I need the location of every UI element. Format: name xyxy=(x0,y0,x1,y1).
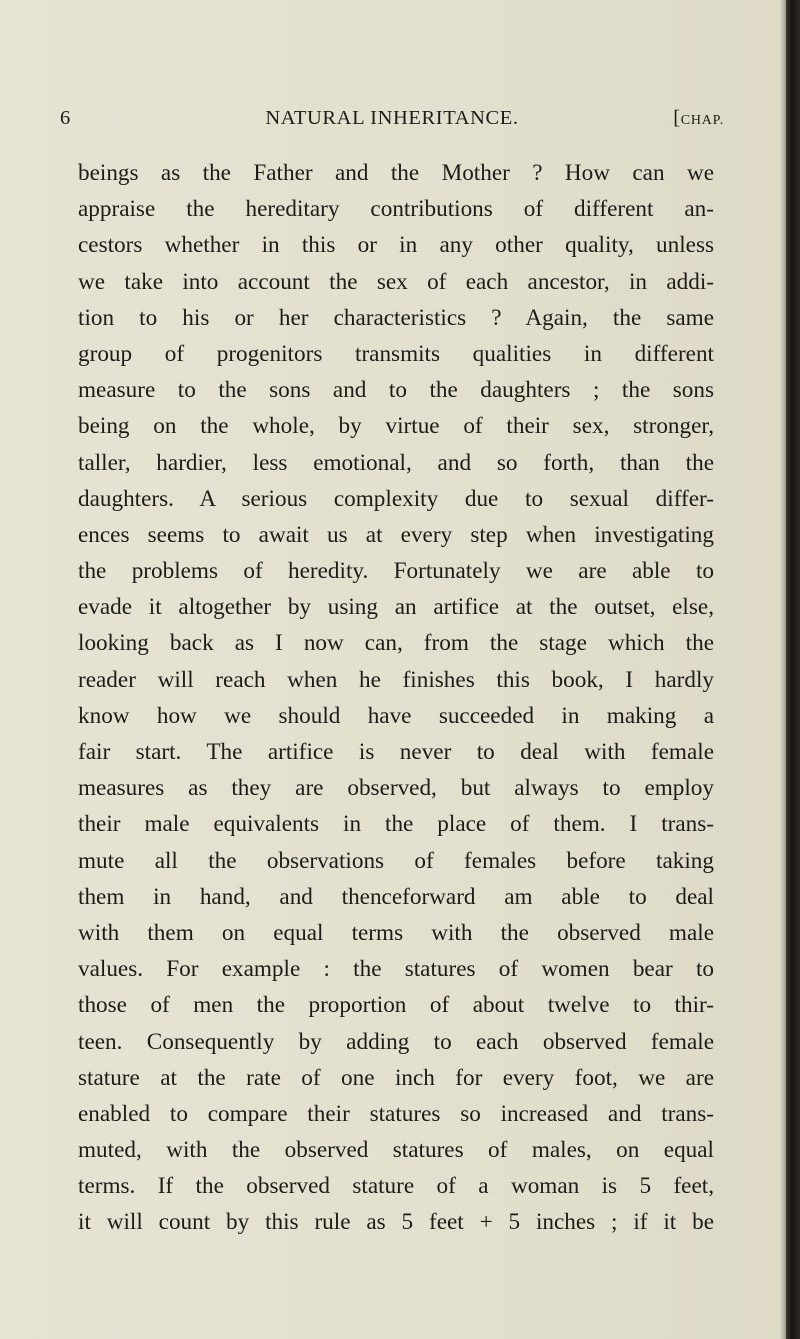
chapter-bracket: [ xyxy=(673,107,681,129)
text-line: them in hand, and thenceforward am able to deal xyxy=(78,883,714,910)
text-line: muted, with the observed statures of males, on equal xyxy=(78,1137,714,1164)
text-line: enabled to compare their statures so increased and trans- xyxy=(78,1100,714,1127)
text-line: their male equivalents in the place of them. I trans- xyxy=(78,811,714,838)
body-text xyxy=(78,155,714,1241)
text-line: those of men the proportion of about twelve to thir- xyxy=(78,992,714,1019)
text-line: appraise the hereditary contributions of different an- xyxy=(78,196,714,223)
text-line: cestors whether in this or in any other quality, unless xyxy=(78,232,714,259)
text-line: mute all the observations of females before taking xyxy=(78,847,714,874)
text-line: ences seems to await us at every step when investigating xyxy=(78,521,714,548)
page-edge xyxy=(786,0,800,1339)
text-line: the problems of heredity. Fortunately we are able to xyxy=(78,558,714,585)
text-line: with them on equal terms with the observed male xyxy=(78,919,714,946)
text-line: know how we should have succeeded in making a xyxy=(78,702,714,729)
running-header xyxy=(60,107,724,137)
text-line: measures as they are observed, but always to employ xyxy=(78,775,714,802)
text-line: group of progenitors transmits qualities in different xyxy=(78,340,714,367)
page-number: 6 xyxy=(60,107,71,129)
text-line: being on the whole, by virtue of their sex, stronger, xyxy=(78,413,714,440)
chapter-reference xyxy=(673,107,724,130)
text-line: beings as the Father and the Mother ? How can we xyxy=(78,160,714,186)
text-line: reader will reach when he finishes this book, I hardly xyxy=(78,666,714,693)
text-line: teen. Consequently by adding to each observed female xyxy=(78,1028,714,1055)
text-line: it will count by this rule as 5 feet + 5 inches ; if it be xyxy=(78,1209,714,1236)
text-line: tion to his or her characteristics ? Again, the same xyxy=(78,304,714,331)
text-line: values. For example : the statures of women bear to xyxy=(78,956,714,983)
text-line: we take into account the sex of each ancestor, in addi- xyxy=(78,268,714,295)
text-line: evade it altogether by using an artifice at the outset, else, xyxy=(78,594,714,621)
text-line: stature at the rate of one inch for every foot, we are xyxy=(78,1064,714,1091)
text-line: taller, hardier, less emotional, and so forth, than the xyxy=(78,449,714,476)
text-line: fair start. The artifice is never to deal with female xyxy=(78,739,714,765)
text-line: terms. If the observed stature of a woman is 5 feet, xyxy=(78,1173,714,1200)
chapter-label: CHAP. xyxy=(680,113,724,128)
text-line: looking back as I now can, from the stage which the xyxy=(78,630,714,657)
text-line: daughters. A serious complexity due to sexual differ- xyxy=(78,485,714,512)
running-title: NATURAL INHERITANCE. xyxy=(265,107,519,129)
text-line: measure to the sons and to the daughters ; the sons xyxy=(78,377,714,404)
